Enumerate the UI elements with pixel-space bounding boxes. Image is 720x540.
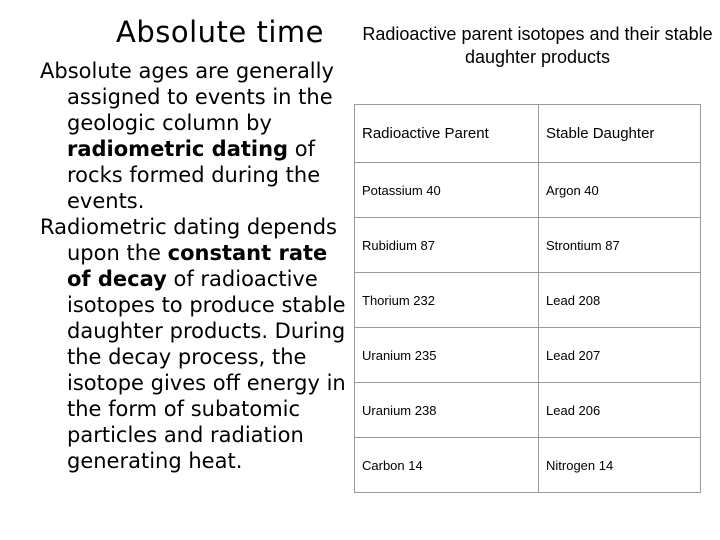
table-row <box>355 383 701 438</box>
paragraph-text: of radioactive isotopes to produce stable daughter products. During the decay process, the isotope gives off energy in the form of subatomic particles and radiation generating heat. <box>67 267 346 473</box>
parent-cell: Carbon 14 <box>355 438 539 493</box>
table-row <box>355 438 701 493</box>
table-title: Radioactive parent isotopes and their stable daughter products <box>362 24 713 67</box>
daughter-cell: Lead 206 <box>539 383 701 438</box>
paragraph-text: Absolute ages are generally assigned to events in the geologic column by <box>40 59 334 135</box>
daughter-cell: Argon 40 <box>539 163 701 218</box>
table-row <box>355 328 701 383</box>
table-row <box>355 163 701 218</box>
parent-cell: Uranium 238 <box>355 383 539 438</box>
daughter-cell: Lead 208 <box>539 273 701 328</box>
paragraph-radiometric-dating <box>40 58 350 214</box>
isotope-table <box>354 104 701 493</box>
parent-cell: Potassium 40 <box>355 163 539 218</box>
paragraph-decay-rate <box>40 214 350 474</box>
bold-term-constant-rate-of-decay: constant rate of decay <box>67 241 328 291</box>
parent-cell: Uranium 235 <box>355 328 539 383</box>
paragraph-text: Radiometric dating depends upon the <box>40 215 337 265</box>
parent-cell: Thorium 232 <box>355 273 539 328</box>
table-header-row <box>355 105 701 163</box>
header-stable-daughter: Stable Daughter <box>539 105 701 163</box>
bold-term-radiometric-dating: radiometric dating <box>67 137 289 161</box>
slide-title: Absolute time <box>116 15 324 49</box>
daughter-cell: Lead 207 <box>539 328 701 383</box>
body-text <box>40 58 350 474</box>
table-row <box>355 273 701 328</box>
header-radioactive-parent: Radioactive Parent <box>355 105 539 163</box>
daughter-cell: Strontium 87 <box>539 218 701 273</box>
parent-cell: Rubidium 87 <box>355 218 539 273</box>
table-row <box>355 218 701 273</box>
daughter-cell: Nitrogen 14 <box>539 438 701 493</box>
paragraph-text: of rocks formed during the events. <box>67 137 321 213</box>
